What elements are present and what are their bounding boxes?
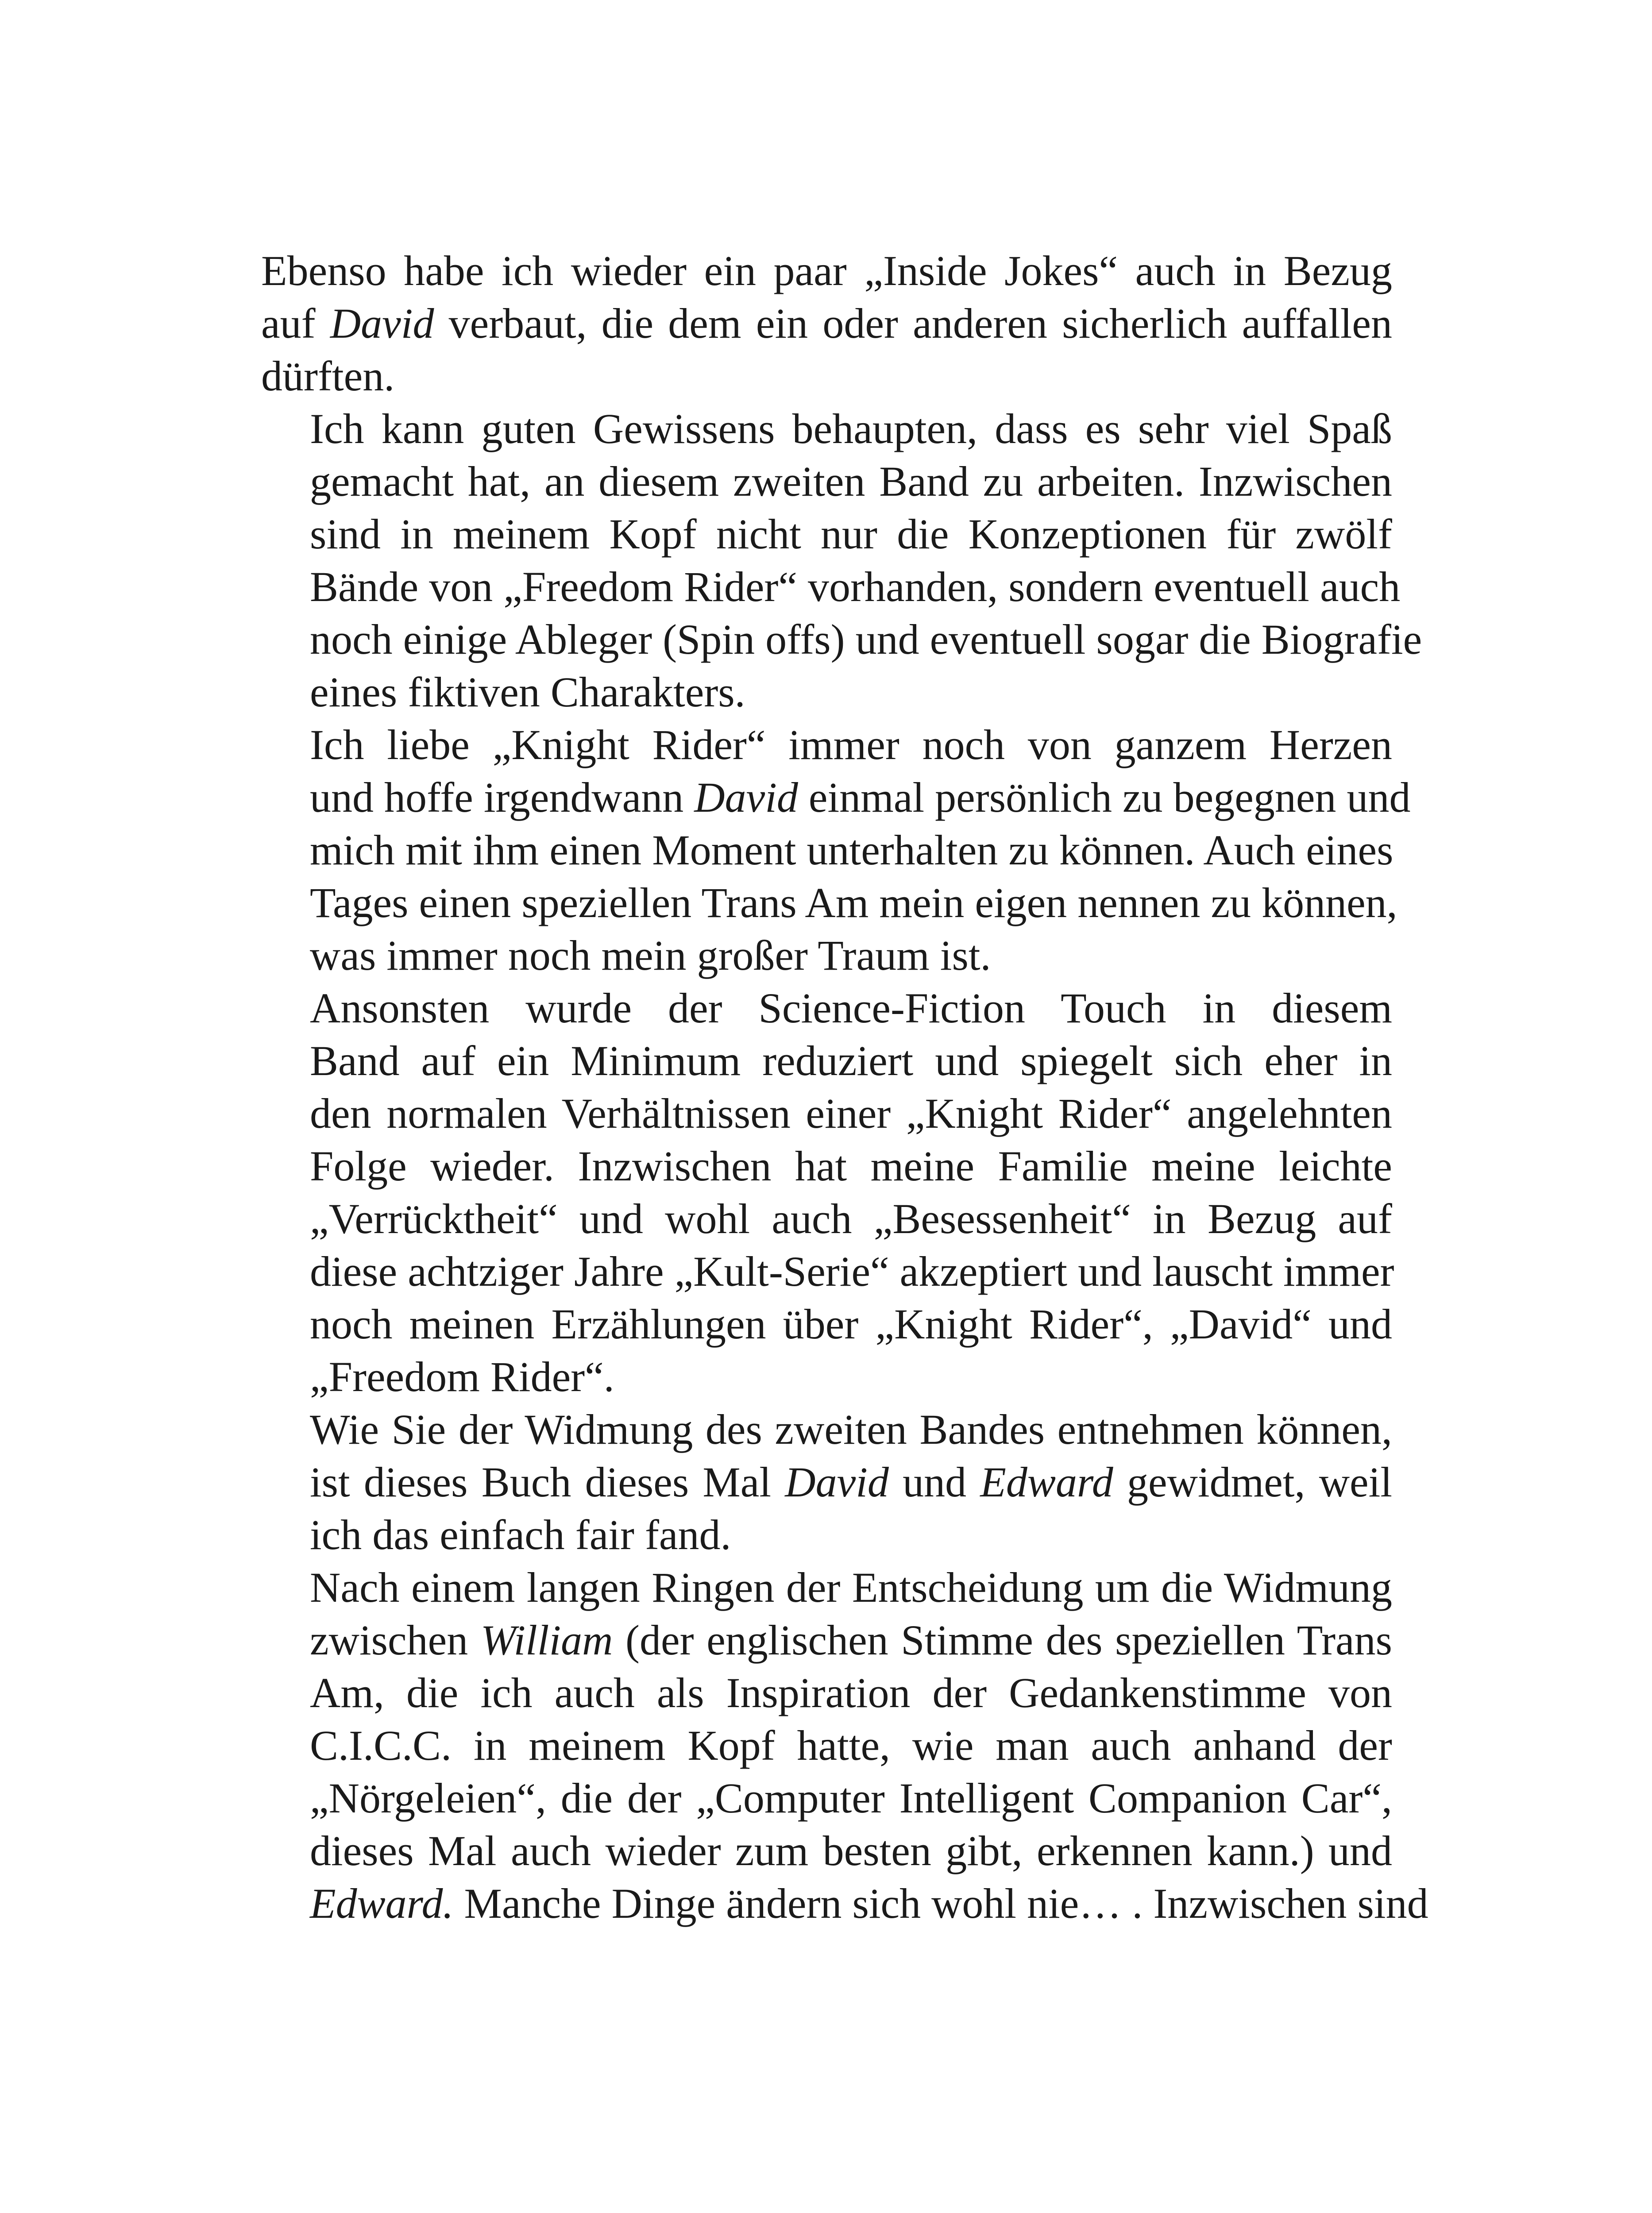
text-line	[261, 1666, 1392, 1719]
text-run: gewidmet, weil	[1113, 1458, 1393, 1506]
text-run: eines fiktiven Charakters.	[310, 668, 745, 716]
text-run: Band auf ein Minimum reduziert und spiegelt sich eher in	[310, 1037, 1392, 1084]
text-line	[261, 613, 1422, 666]
text-line	[261, 1877, 1428, 1930]
italic-name: Edward.	[310, 1880, 454, 1927]
paragraph	[261, 982, 1392, 1403]
text-line	[261, 1245, 1392, 1298]
text-run: Ich kann guten Gewissens behaupten, dass es sehr viel Spaß	[310, 405, 1392, 452]
text-line	[261, 1034, 1392, 1087]
text-line	[261, 1772, 1392, 1824]
text-line	[261, 666, 1392, 718]
text-line	[261, 560, 1401, 613]
text-run: was immer noch mein großer Traum ist.	[310, 932, 991, 979]
text-run: und hoffe irgendwann	[310, 774, 695, 821]
italic-name: David	[330, 300, 434, 347]
text-run: Tages einen speziellen Trans Am mein eigen nennen zu können,	[310, 879, 1397, 926]
text-run: noch einige Ableger (Spin offs) und eventuell sogar die Biografie	[310, 616, 1422, 663]
text-line	[261, 824, 1392, 876]
text-run: den normalen Verhältnissen einer „Knight Rider“ angelehnten	[310, 1090, 1392, 1137]
text-run: Folge wieder. Inzwischen hat meine Familie meine leichte	[310, 1142, 1392, 1190]
text-run: Manche Dinge ändern sich wohl nie… . Inzwischen sind	[453, 1880, 1428, 1927]
text-line	[261, 982, 1392, 1034]
text-run: Am, die ich auch als Inspiration der Gedankenstimme von	[310, 1669, 1392, 1716]
text-line	[261, 1298, 1392, 1350]
text-line	[261, 1192, 1392, 1245]
text-run: ist dieses Buch dieses Mal	[310, 1458, 785, 1506]
text-line	[261, 1824, 1392, 1877]
italic-name: Edward	[980, 1458, 1113, 1506]
paragraph	[261, 718, 1411, 982]
text-line	[261, 402, 1392, 455]
text-run: „Verrücktheit“ und wohl auch „Besessenheit“ in Bezug auf	[310, 1195, 1392, 1242]
text-run: Wie Sie der Widmung des zweiten Bandes entnehmen können,	[310, 1406, 1392, 1453]
text-run: auf	[261, 300, 330, 347]
text-run: einmal persönlich zu begegnen und	[798, 774, 1411, 821]
text-line	[261, 1719, 1392, 1772]
text-line	[261, 1614, 1392, 1666]
body-text	[261, 244, 1428, 1930]
text-line	[261, 508, 1392, 560]
text-run: Ansonsten wurde der Science-Fiction Touch in diesem	[310, 984, 1392, 1032]
text-line	[261, 1456, 1392, 1508]
text-run: verbaut, die dem ein oder anderen sicherlich auffallen	[434, 300, 1393, 347]
text-line	[261, 876, 1397, 929]
text-line	[261, 350, 1392, 402]
text-run: Ebenso habe ich wieder ein paar „Inside Jokes“ auch in Bezug	[261, 247, 1392, 294]
text-run: ich das einfach fair fand.	[310, 1511, 731, 1558]
text-run: und	[888, 1458, 980, 1506]
paragraph	[261, 244, 1392, 402]
text-line	[261, 929, 1392, 982]
text-run: diese achtziger Jahre „Kult-Serie“ akzeptiert und lauscht immer	[310, 1248, 1394, 1295]
text-line	[261, 1403, 1392, 1456]
text-run: sind in meinem Kopf nicht nur die Konzeptionen für zwölf	[310, 510, 1392, 558]
italic-name: David	[785, 1458, 889, 1506]
text-run: noch meinen Erzählungen über „Knight Rider“, „David“ und	[310, 1300, 1392, 1348]
text-line	[261, 1087, 1392, 1140]
text-line	[261, 718, 1392, 771]
paragraph	[261, 1561, 1428, 1930]
text-run: zwischen	[310, 1616, 481, 1664]
text-run: Nach einem langen Ringen der Entscheidung um die Widmung	[310, 1564, 1392, 1611]
text-run: Ich liebe „Knight Rider“ immer noch von ganzem Herzen	[310, 721, 1392, 768]
text-line	[261, 1350, 1392, 1403]
text-run: dürften.	[261, 352, 395, 400]
text-run: dieses Mal auch wieder zum besten gibt, erkennen kann.) und	[310, 1827, 1392, 1874]
text-run: Bände von „Freedom Rider“ vorhanden, sondern eventuell auch	[310, 563, 1401, 610]
italic-name: David	[694, 774, 798, 821]
text-run: „Nörgeleien“, die der „Computer Intelligent Companion Car“,	[310, 1774, 1392, 1822]
text-line	[261, 771, 1411, 824]
italic-name: William	[480, 1616, 613, 1664]
text-line	[261, 244, 1392, 297]
paragraph	[261, 1403, 1392, 1561]
text-line	[261, 297, 1392, 350]
text-line	[261, 1561, 1392, 1614]
text-line	[261, 1508, 1392, 1561]
text-run: „Freedom Rider“.	[310, 1353, 614, 1400]
text-line	[261, 1140, 1392, 1192]
text-run: C.I.C.C. in meinem Kopf hatte, wie man auch anhand der	[310, 1722, 1392, 1769]
text-run: (der englischen Stimme des speziellen Trans	[613, 1616, 1393, 1664]
paragraph	[261, 402, 1422, 718]
text-run: gemacht hat, an diesem zweiten Band zu arbeiten. Inzwischen	[310, 458, 1392, 505]
text-run: mich mit ihm einen Moment unterhalten zu können. Auch eines	[310, 826, 1393, 874]
text-line	[261, 455, 1392, 508]
